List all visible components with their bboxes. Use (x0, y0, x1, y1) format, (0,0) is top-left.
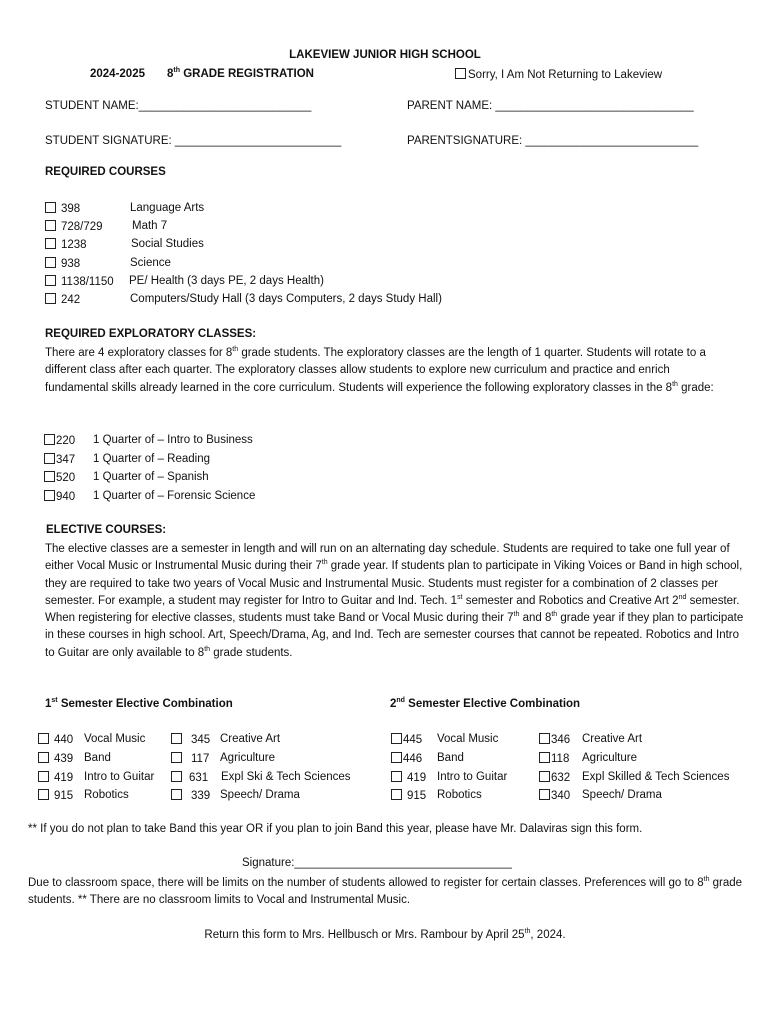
text-run: There are 4 exploratory classes for 8 (45, 347, 233, 359)
option-name: Intro to Guitar (437, 771, 508, 783)
text-run: The elective classes are a semester in length and will run on an alternating day schedule. Students are required to take one full year of either Vocal Music or Instrumental Music during their 7 (45, 543, 730, 573)
superscript: th (551, 611, 558, 619)
parent-signature-field[interactable]: PARENTSIGNATURE: ___________________________ (407, 135, 699, 147)
required-course-item[interactable] (45, 202, 80, 215)
exploratory-class-item[interactable] (44, 490, 75, 503)
course-code: 398 (61, 203, 81, 215)
exploratory-paragraph (45, 345, 725, 397)
option-code: 419 (407, 772, 427, 784)
semester1-option[interactable] (171, 789, 210, 802)
option-code: 346 (551, 734, 571, 746)
student-signature-field[interactable]: STUDENT SIGNATURE: __________________________ (45, 135, 342, 147)
superscript: th (672, 380, 678, 388)
superscript: th (232, 346, 239, 354)
option-name: Expl Skilled & Tech Sciences (582, 771, 730, 783)
elective-paragraph (45, 541, 745, 662)
school-title: LAKEVIEW JUNIOR HIGH SCHOOL (289, 49, 481, 61)
semester1-option[interactable] (38, 733, 73, 746)
semester2-option[interactable] (391, 789, 426, 802)
course-code: 938 (61, 258, 81, 270)
required-course-item[interactable] (45, 238, 87, 251)
semester2-option[interactable] (539, 771, 570, 784)
checkbox[interactable] (38, 733, 49, 744)
option-name: Creative Art (582, 733, 643, 745)
checkbox[interactable] (391, 733, 402, 744)
option-code: 915 (407, 790, 427, 802)
class-code: 347 (56, 454, 76, 466)
option-name: Expl Ski & Tech Sciences (221, 771, 351, 783)
class-name: 1 Quarter of – Forensic Science (93, 490, 256, 502)
option-code: 632 (551, 772, 571, 784)
text-run: grade year. If students plan to participate in Viking Voices or Band in high school, they are required to take two years of Vocal Music and Instrumental Music. Students must register for a combination of 2 classes per semester. For example, a student may register for Intro to Guitar and Ind. Tech. 1 (45, 560, 743, 607)
checkbox[interactable] (44, 434, 55, 445)
grade-title-text: GRADE REGISTRATION (183, 68, 314, 80)
class-code: 940 (56, 491, 76, 503)
course-name: Computers/Study Hall (3 days Computers, 2 days Study Hall) (130, 293, 442, 305)
superscript: th (204, 645, 211, 653)
required-course-item[interactable] (45, 293, 80, 306)
option-name: Vocal Music (84, 733, 146, 745)
course-name: PE/ Health (3 days PE, 2 days Health) (129, 275, 324, 287)
not-returning-checkbox[interactable] (455, 68, 466, 79)
checkbox[interactable] (171, 733, 182, 744)
checkbox[interactable] (539, 733, 550, 744)
checkbox[interactable] (38, 789, 49, 800)
exploratory-class-item[interactable] (44, 434, 75, 447)
checkbox[interactable] (45, 238, 56, 249)
semester1-option[interactable] (38, 789, 73, 802)
checkbox[interactable] (539, 771, 550, 782)
course-code: 1238 (61, 239, 87, 251)
course-code: 1138/1150 (61, 276, 114, 288)
text-run: Due to classroom space, there will be limits on the number of students allowed to register for certain classes. Preferences will go to 8 (28, 877, 704, 889)
checkbox[interactable] (171, 789, 182, 800)
option-code: 419 (54, 772, 74, 784)
option-code: 915 (54, 790, 74, 802)
semester2-option[interactable] (539, 752, 569, 765)
checkbox[interactable] (171, 771, 182, 782)
class-code: 220 (56, 435, 76, 447)
option-name: Band (437, 752, 464, 764)
option-code: 439 (54, 753, 74, 765)
parent-name-field[interactable]: PARENT NAME: _______________________________ (407, 100, 694, 112)
semester1-option[interactable] (38, 771, 73, 784)
checkbox[interactable] (391, 752, 402, 763)
text-run: 2 (390, 698, 397, 710)
exploratory-class-item[interactable] (44, 453, 75, 466)
checkbox[interactable] (44, 453, 55, 464)
checkbox[interactable] (45, 257, 56, 268)
option-code: 117 (191, 753, 210, 765)
option-name: Speech/ Drama (582, 789, 662, 801)
grade-suffix: th (173, 67, 181, 75)
class-name: 1 Quarter of – Reading (93, 453, 210, 465)
elective-heading: ELECTIVE COURSES: (46, 524, 167, 536)
semester1-option[interactable] (171, 733, 210, 746)
option-name: Intro to Guitar (84, 771, 155, 783)
semester1-option[interactable] (38, 752, 73, 765)
option-code: 440 (54, 734, 74, 746)
school-year: 2024-2025 (90, 68, 145, 80)
text-run: grade students. ** There are no classroom limits to Vocal and Instrumental Music. (28, 877, 743, 907)
option-name: Agriculture (220, 752, 275, 764)
option-name: Speech/ Drama (220, 789, 300, 801)
semester1-option[interactable] (171, 752, 209, 765)
option-code: 631 (189, 772, 209, 784)
superscript: th (513, 611, 520, 619)
course-code: 728/729 (61, 221, 103, 233)
course-code: 242 (61, 294, 81, 306)
option-code: 345 (191, 734, 211, 746)
checkbox[interactable] (45, 293, 56, 304)
not-returning-option[interactable] (455, 68, 662, 81)
checkbox[interactable] (539, 789, 550, 800)
checkbox[interactable] (391, 771, 402, 782)
course-name: Language Arts (130, 202, 205, 214)
text-run: grade students. (210, 646, 293, 659)
superscript: th (524, 928, 531, 936)
required-course-item[interactable] (45, 257, 80, 270)
required-courses-heading: REQUIRED COURSES (45, 166, 166, 178)
checkbox[interactable] (45, 275, 56, 286)
option-name: Robotics (437, 789, 482, 801)
class-name: 1 Quarter of – Intro to Business (93, 434, 253, 446)
semester2-option[interactable] (391, 771, 426, 784)
class-code: 520 (56, 472, 76, 484)
semester1-option[interactable] (171, 771, 208, 784)
checkbox[interactable] (44, 490, 55, 501)
semester2-option[interactable] (391, 733, 422, 746)
return-instructions (0, 929, 770, 941)
text-run: grade students. The exploratory classes are the length of 1 quarter. Students will rotate to a different class after each quarter. The exploratory classes allow students to explore new curriculum and practice and enrich fundamental skills already learned in the core curriculum. Students will experience the following exploratory classes in the 8 (45, 347, 706, 394)
checkbox[interactable] (38, 771, 49, 782)
semester2-option[interactable] (539, 789, 570, 802)
grade-number: 8 (167, 68, 174, 80)
checkbox[interactable] (391, 789, 402, 800)
band-note: ** If you do not plan to take Band this year OR if you plan to join Band this year, please have Mr. Dalaviras sign this form. (28, 823, 643, 835)
student-name-field[interactable]: STUDENT NAME:___________________________ (45, 100, 312, 112)
option-code: 118 (551, 753, 570, 765)
superscript: th (703, 876, 710, 884)
checkbox[interactable] (539, 752, 550, 763)
checkbox[interactable] (45, 202, 56, 213)
text-run: and 8 (519, 612, 552, 625)
checkbox[interactable] (38, 752, 49, 763)
semester2-heading (390, 698, 580, 710)
option-name: Vocal Music (437, 733, 499, 745)
text-run: semester and Robotics and Creative Art 2 (462, 594, 679, 607)
superscript: st (457, 594, 463, 602)
superscript: th (321, 559, 328, 567)
course-name: Science (130, 257, 171, 269)
text-run: grade year if they plan to participate in these courses in high school. Art, Speech/Drama, Ag, and Ind. Tech are semester courses that cannot be repeated. Robotics and Intro to Guitar are only available to 8 (45, 612, 744, 659)
option-code: 339 (191, 790, 211, 802)
required-course-item[interactable] (45, 220, 103, 233)
grade-registration-title (167, 68, 314, 80)
option-name: Robotics (84, 789, 129, 801)
director-signature-field[interactable]: Signature:__________________________________ (242, 857, 512, 869)
text-run: Semester Elective Combination (404, 698, 581, 710)
classroom-limits-note (28, 875, 743, 910)
checkbox[interactable] (45, 220, 56, 231)
option-name: Band (84, 752, 111, 764)
text-run: semester. When registering for elective classes, students must take Band or Vocal Music during their 7 (45, 594, 740, 625)
option-name: Agriculture (582, 752, 637, 764)
text-run: Return this form to Mrs. Hellbusch or Mrs. Rambour by April 25 (204, 929, 525, 941)
class-name: 1 Quarter of – Spanish (93, 471, 209, 483)
text-run: 1 (45, 698, 52, 710)
semester1-heading (45, 698, 233, 710)
course-name: Math 7 (132, 220, 168, 232)
superscript: nd (678, 594, 687, 602)
text-run: grade: (677, 381, 714, 394)
option-name: Creative Art (220, 733, 281, 745)
course-name: Social Studies (131, 238, 204, 250)
checkbox[interactable] (44, 471, 55, 482)
superscript: st (51, 697, 58, 705)
exploratory-class-item[interactable] (44, 471, 75, 484)
required-course-item[interactable] (45, 275, 114, 288)
not-returning-label: Sorry, I Am Not Returning to Lakeview (468, 69, 663, 81)
option-code: 445 (403, 734, 423, 746)
exploratory-heading: REQUIRED EXPLORATORY CLASSES: (45, 328, 257, 340)
superscript: nd (396, 697, 405, 705)
option-code: 446 (403, 753, 423, 765)
checkbox[interactable] (171, 752, 182, 763)
text-run: , 2024. (530, 929, 566, 941)
text-run: Semester Elective Combination (57, 698, 233, 710)
semester2-option[interactable] (391, 752, 422, 765)
semester2-option[interactable] (539, 733, 570, 746)
option-code: 340 (551, 790, 571, 802)
